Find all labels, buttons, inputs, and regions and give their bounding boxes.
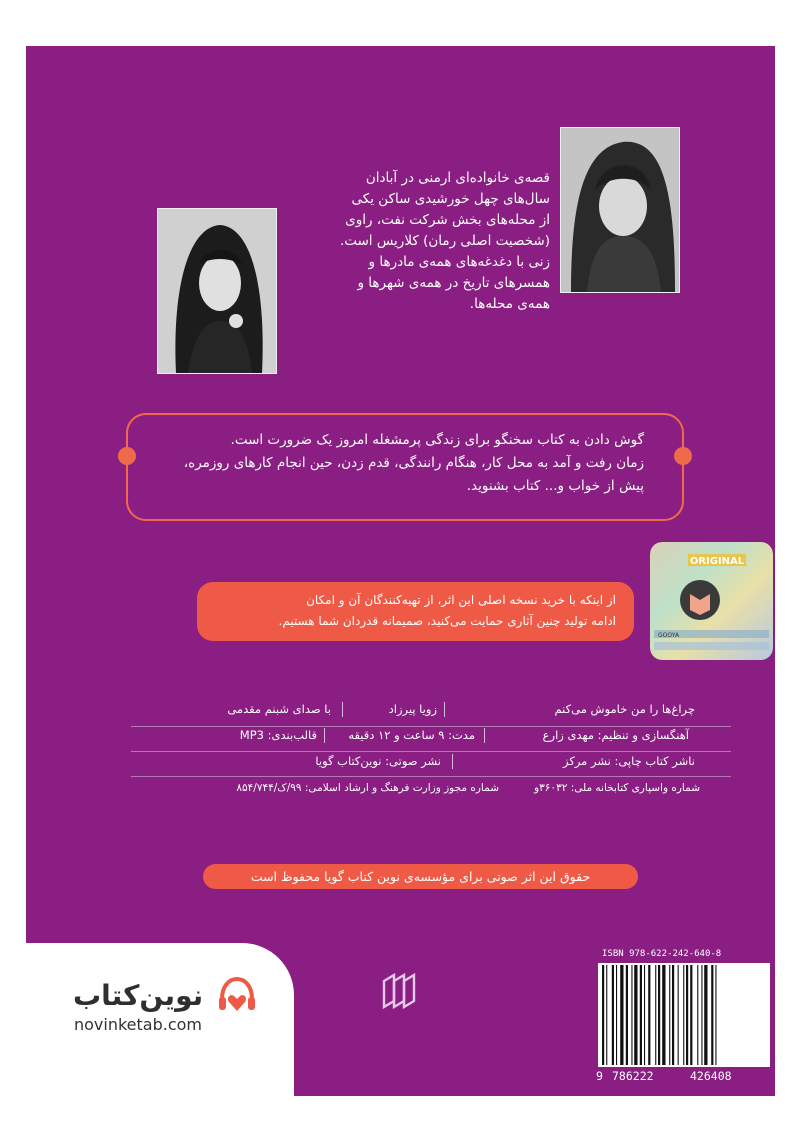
audio-publisher-credit: نشر صوتی: نوین‌کتاب گویا xyxy=(315,754,441,768)
barcode-bar xyxy=(690,965,692,1065)
barcode-bars xyxy=(598,963,770,1067)
quote-line: زمان رفت و آمد به محل کار، هنگام رانندگی، قدم زدن، حین انجام کارهای روزمره، xyxy=(183,455,644,471)
barcode-bar xyxy=(658,965,660,1065)
barcode-bar xyxy=(704,965,707,1065)
barcode-bar xyxy=(655,965,656,1065)
barcode-digit-prefix: 9 xyxy=(596,1069,603,1083)
book-back-cover xyxy=(26,46,775,1096)
narrator-portrait-image xyxy=(158,209,276,373)
barcode-bar xyxy=(697,965,698,1065)
barcode-digit-group-left: 786222 xyxy=(612,1069,654,1083)
barcode-bar xyxy=(626,965,628,1065)
support-line: ادامه تولید چنین آثاری حمایت می‌کنید، صمیمانه قدردان شما هستیم. xyxy=(278,614,616,628)
description-line: زنی با دغدغه‌های همه‌ی مادرها و xyxy=(368,254,550,270)
barcode-digit-group-right: 426408 xyxy=(690,1069,732,1083)
credit-separator xyxy=(324,728,325,743)
barcode-bar xyxy=(715,965,716,1065)
barcode-bar xyxy=(602,965,604,1065)
quote-line: پیش از خواب و... کتاب بشنوید. xyxy=(466,478,644,494)
description-line: همسرهای تاریخ در همه‌ی شهرها و xyxy=(357,275,550,291)
support-message-banner xyxy=(197,582,634,641)
composer-credit: آهنگسازی و تنظیم: مهدی زارع xyxy=(542,728,689,742)
original-hologram-sticker xyxy=(650,542,773,660)
barcode-bar xyxy=(620,965,623,1065)
barcode-bar xyxy=(648,965,650,1065)
barcode-bar xyxy=(634,965,637,1065)
credit-separator xyxy=(452,754,453,769)
quote-text xyxy=(184,429,644,498)
barcode-bar xyxy=(672,965,674,1065)
publisher-emblem-icon xyxy=(380,971,420,1011)
headphones-heart-logo-icon xyxy=(216,975,258,1017)
barcode-bar xyxy=(644,965,645,1065)
description-line: (شخصیت اصلی رمان) کلاریس است. xyxy=(339,233,550,249)
narrator-credit: با صدای شبنم مقدمی xyxy=(227,702,331,716)
support-line: از اینکه با خرید نسخه اصلی این اثر، از تهیه‌کنندگان آن و امکان xyxy=(306,593,616,607)
audiobook-quote-box xyxy=(126,413,684,521)
barcode-bar xyxy=(678,965,679,1065)
format-credit: قالب‌بندی: MP3 xyxy=(239,728,317,742)
duration-credit: مدت: ۹ ساعت و ۱۲ دقیقه xyxy=(348,728,475,742)
barcode-bar xyxy=(612,965,614,1065)
barcode-bar xyxy=(701,965,702,1065)
book-description xyxy=(288,168,550,315)
barcode-bar xyxy=(631,965,632,1065)
credit-separator xyxy=(484,728,485,743)
isbn-label: ISBN 978-622-242-640-8 xyxy=(602,949,722,959)
author-credit: زویا پیرزاد xyxy=(388,702,437,716)
barcode-bar xyxy=(711,965,713,1065)
frame-dot-right xyxy=(674,447,692,465)
author-portrait-image xyxy=(561,128,679,292)
barcode-bar xyxy=(640,965,642,1065)
quote-line: گوش دادن به کتاب سخنگو برای زندگی پرمشغله امروز یک ضرورت است. xyxy=(230,432,644,448)
barcode-bar xyxy=(686,965,688,1065)
copyright-banner: حقوق این اثر صوتی برای مؤسسه‌ی نوین کتاب گویا محفوظ است xyxy=(203,864,638,889)
brand-name: نوین‌کتاب xyxy=(73,979,204,1012)
barcode-bar xyxy=(616,965,617,1065)
license-number: شماره مجوز وزارت فرهنگ و ارشاد اسلامی: ۹۹/ک/۸۵۴/۷۴۴ xyxy=(236,782,499,794)
barcode-bar xyxy=(662,965,665,1065)
credit-separator xyxy=(342,702,343,717)
description-line: سال‌های چهل خورشیدی ساکن یکی xyxy=(351,191,550,207)
library-number: شماره واسپاری کتابخانه ملی: ۳۶۰۳۲و xyxy=(534,782,700,794)
book-title-credit: چراغ‌ها را من خاموش می‌کنم xyxy=(554,702,695,716)
barcode-bar xyxy=(683,965,684,1065)
credit-separator xyxy=(444,702,445,717)
narrator-photo xyxy=(157,208,277,374)
author-photo xyxy=(560,127,680,293)
print-publisher-credit: ناشر کتاب چاپی: نشر مرکز xyxy=(563,754,695,768)
barcode-bar xyxy=(606,965,607,1065)
brand-panel xyxy=(26,943,294,1096)
credits-divider xyxy=(131,726,731,727)
brand-url[interactable]: novinketab.com xyxy=(74,1015,203,1034)
credits-divider xyxy=(131,776,731,777)
description-line: همه‌ی محله‌ها. xyxy=(469,296,550,312)
frame-dot-left xyxy=(118,447,136,465)
description-line: از محله‌های بخش شرکت نفت، راوی xyxy=(345,212,550,228)
isbn-barcode xyxy=(590,949,772,1089)
description-line: قصه‌ی خانواده‌ای ارمنی در آبادان xyxy=(365,170,550,186)
credits-divider xyxy=(131,751,731,752)
barcode-bar xyxy=(669,965,670,1065)
hologram-small-text: GOOYA xyxy=(658,632,680,639)
hologram-label: ORIGINAL xyxy=(689,556,745,567)
